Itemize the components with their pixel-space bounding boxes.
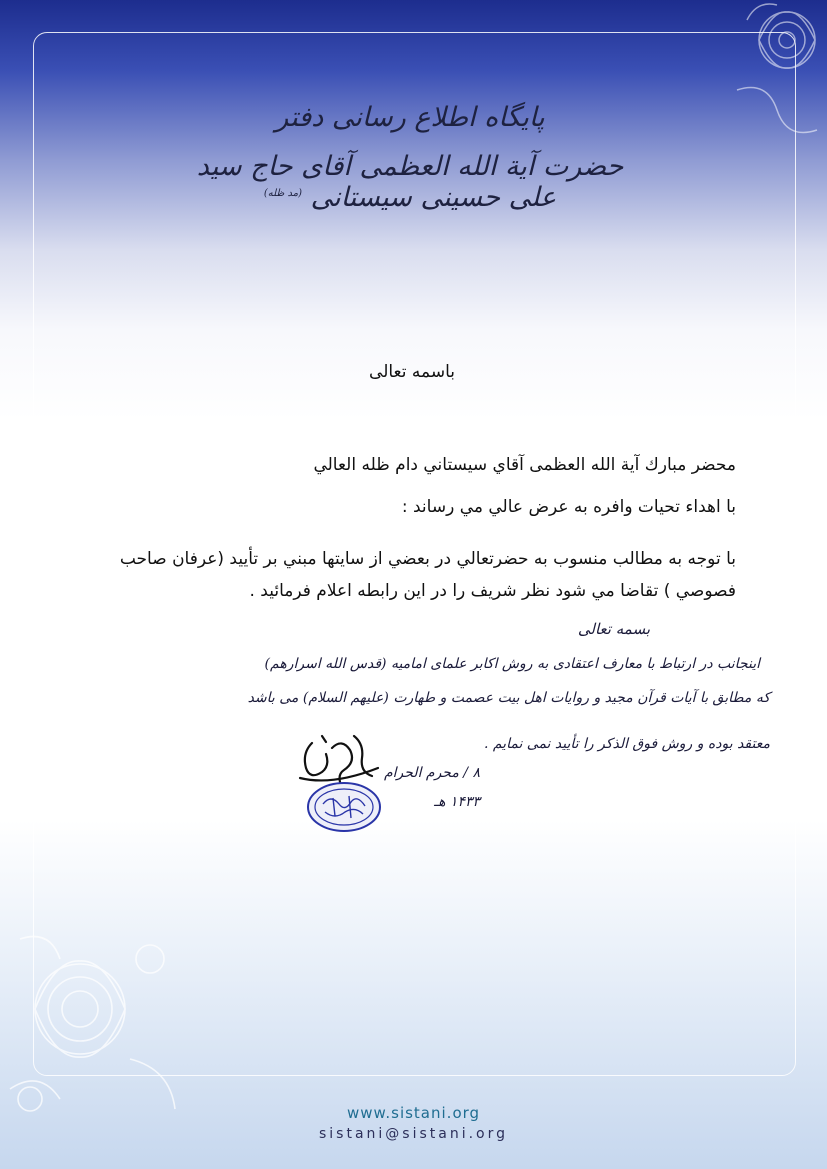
letter-addressee: محضر مبارك آية الله العظمى آقاي سيستاني دام ظله العالي: [313, 455, 736, 475]
floral-ornament-top-right-icon: [677, 0, 827, 150]
footer-email-link[interactable]: sistani@sistani.org: [318, 1126, 509, 1142]
letterhead-honorific: (مد ظله): [263, 188, 303, 199]
reply-date-year: ۱۴۳۳ هـ: [433, 794, 480, 810]
official-seal-icon: [305, 780, 383, 834]
letter-greeting: با اهداء تحيات وافره به عرض عالي مي رساند :: [401, 497, 736, 517]
letterhead-title: پایگاه اطلاع رسانی دفتر: [275, 102, 545, 133]
letterhead: [180, 92, 640, 227]
letter-body: با توجه به مطالب منسوب به حضرتعالي در بعضي از سايتها مبني بر تأييد (عرفان صاحب فصوصي ) تقاضا مي شود نظر شريف را در اين رابطه اعلام فرمائيد .: [119, 549, 736, 601]
reply-line-1: اینجانب در ارتباط با معارف اعتقادی به روش اکابر علمای امامیه (قدس الله اسرارهم): [264, 656, 760, 672]
footer-website-link[interactable]: www.sistani.org: [346, 1104, 481, 1122]
letter-basmala: باسمه تعالی: [369, 362, 455, 382]
reply-line-2: که مطابق با آیات قرآن مجید و روایات اهل بیت عصمت و طهارت (علیهم السلام) می باشد: [247, 690, 770, 706]
floral-ornament-bottom-left-icon: [0, 899, 190, 1129]
reply-date-day: ۸ / محرم الحرام: [383, 765, 480, 781]
reply-line-3: معتقد بوده و روش فوق الذکر را تأیید نمی نمایم .: [483, 736, 770, 752]
letterhead-name: حضرت آیة الله العظمی آقای حاج سید علی حسینی سیستانی: [196, 151, 624, 213]
letterhead-subtitle: [180, 151, 640, 213]
reply-heading: بسمه تعالی: [577, 620, 650, 638]
